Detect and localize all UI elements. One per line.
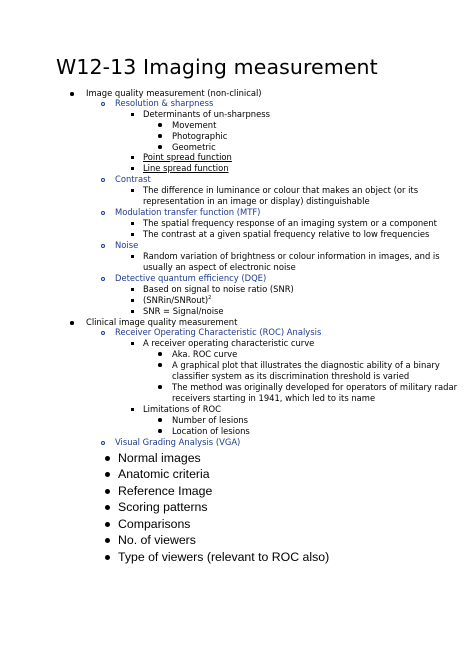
roc-curve-text: A receiver operating characteristic curve (143, 338, 315, 348)
circle-bullet-icon (101, 277, 105, 281)
bullet-icon (105, 538, 110, 543)
square-bullet-icon (131, 299, 134, 302)
roc-method-line2: receivers starting in 1941, which led to its name (172, 393, 376, 403)
heading-mtf: Modulation transfer function (MTF) (115, 207, 261, 217)
bullet-icon (158, 134, 162, 138)
bullet-icon (105, 505, 110, 510)
circle-bullet-icon (101, 441, 105, 445)
circle-bullet-icon (101, 211, 105, 215)
list-item: No. of viewers (118, 533, 196, 547)
heading-roc: Receiver Operating Characteristic (ROC) Analysis (115, 327, 322, 337)
bullet-icon (105, 489, 110, 494)
roc-aka: Aka. ROC curve (172, 349, 238, 359)
heading-contrast: Contrast (115, 174, 151, 184)
bullet-icon (105, 472, 110, 477)
bullet-icon (158, 145, 162, 149)
heading-resolution: Resolution & sharpness (115, 98, 214, 108)
square-bullet-icon (131, 408, 134, 411)
point-spread-function-link[interactable]: Point spread function (143, 152, 232, 162)
list-item: Type of viewers (relevant to ROC also) (118, 550, 330, 564)
dqe-item3: SNR = Signal/noise (143, 306, 224, 316)
determinants-text: Determinants of un-sharpness (143, 109, 270, 119)
list-item: Geometric (172, 142, 216, 152)
bullet-icon (105, 456, 110, 461)
list-item: Movement (172, 120, 217, 130)
heading-noise: Noise (115, 240, 139, 250)
circle-bullet-icon (101, 102, 105, 106)
list-item: Comparisons (118, 517, 191, 531)
contrast-desc-line2: representation in an image or display) distinguishable (143, 196, 370, 206)
square-bullet-icon (131, 288, 134, 291)
bullet-icon (105, 522, 110, 527)
section-clinical: Clinical image quality measurement (86, 317, 238, 327)
roc-method-line1: The method was originally developed for operators of military radar (172, 382, 458, 392)
bullet-icon (158, 123, 162, 127)
square-bullet-icon (131, 167, 134, 170)
noise-desc-line1: Random variation of brightness or colour information in images, and is (143, 251, 440, 261)
superscript: 2 (208, 295, 212, 302)
bullet-icon (158, 418, 162, 422)
circle-bullet-icon (101, 244, 105, 248)
roc-graph-line1: A graphical plot that illustrates the diagnostic ability of a binary (172, 360, 440, 370)
bullet-icon (70, 92, 74, 96)
section-image-quality: Image quality measurement (non-clinical) (86, 88, 262, 98)
bullet-icon (70, 321, 74, 325)
mtf-item1: The spatial frequency response of an imaging system or a component (143, 218, 437, 228)
list-item: Normal images (118, 451, 201, 465)
mtf-item2: The contrast at a given spatial frequency relative to low frequencies (143, 229, 430, 239)
square-bullet-icon (131, 310, 134, 313)
square-bullet-icon (131, 233, 134, 236)
bullet-icon (158, 363, 162, 367)
noise-desc-line2: usually an aspect of electronic noise (143, 262, 296, 272)
contrast-desc-line1: The difference in luminance or colour that makes an object (or its (143, 185, 419, 195)
line-spread-function-link[interactable]: Line spread function (143, 163, 229, 173)
list-item: Anatomic criteria (118, 467, 210, 481)
bullet-icon (158, 429, 162, 433)
circle-bullet-icon (101, 178, 105, 182)
square-bullet-icon (131, 342, 134, 345)
circle-bullet-icon (101, 331, 105, 335)
bullet-icon (105, 555, 110, 560)
heading-vga: Visual Grading Analysis (VGA) (115, 437, 241, 447)
square-bullet-icon (131, 156, 134, 159)
bullet-icon (158, 385, 162, 389)
list-item: Reference Image (118, 484, 213, 498)
dqe-item1: Based on signal to noise ratio (SNR) (143, 284, 294, 294)
square-bullet-icon (131, 255, 134, 258)
heading-dqe: Detective quantum efficiency (DQE) (115, 273, 267, 283)
roc-limitations: Limitations of ROC (143, 404, 221, 414)
list-item: Location of lesions (172, 426, 250, 436)
square-bullet-icon (131, 189, 134, 192)
page-title: W12-13 Imaging measurement (56, 55, 378, 79)
square-bullet-icon (131, 222, 134, 225)
list-item: Photographic (172, 131, 228, 141)
list-item: Scoring patterns (118, 500, 208, 514)
list-item: Number of lesions (172, 415, 249, 425)
dqe-item2: (SNRin/SNRout)$^2$ (143, 295, 212, 305)
square-bullet-icon (131, 113, 134, 116)
bullet-icon (158, 352, 162, 356)
roc-graph-line2: classifier system as its discrimination threshold is varied (172, 371, 410, 381)
